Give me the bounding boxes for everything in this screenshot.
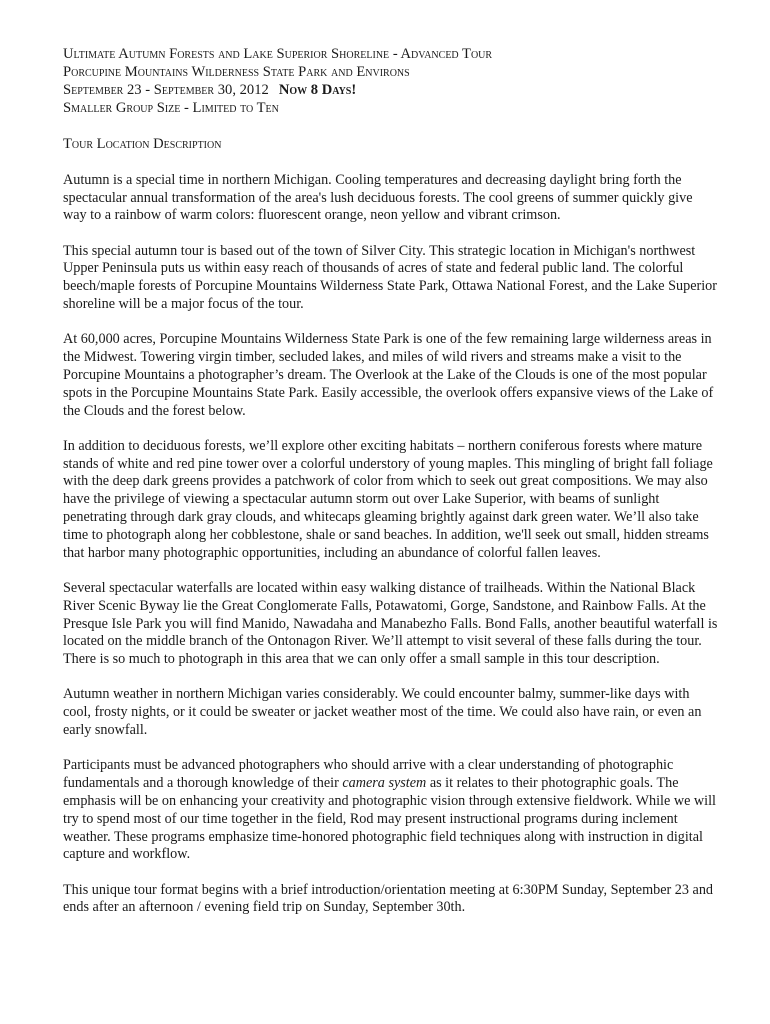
tour-header xyxy=(63,45,718,117)
paragraph-habitats: In addition to deciduous forests, we’ll explore other exciting habitats – northern coniferous forests where mature stands of white and red pine tower over a colorful understory of young maples. This mingling of bright fall foliage with the deep dark greens provides a patchwork of color from which to seek out great compositions. We may also have the privilege of viewing a spectacular autumn storm out over Lake Superior, with beams of sunlight penetrating through dark gray clouds, and whitecaps gleaming brightly against dark green water. We’ll also take time to photograph along her cobblestone, shale or sand beaches. In addition, we'll seek out small, hidden streams that harbor many photographic opportunities, including an abundance of colorful fallen leaves. xyxy=(63,437,713,561)
tour-duration-badge: Now 8 Days! xyxy=(278,82,357,98)
document-page xyxy=(63,45,718,917)
paragraph-silver-city: This special autumn tour is based out of the town of Silver City. This strategic location in Michigan's northwest Upper Peninsula puts us within easy reach of thousands of acres of state and federal public land. The colorful beech/maple forests of Porcupine Mountains Wilderness State Park, Ottawa National Forest, and the Lake Superior shoreline will be a major focus of the tour. xyxy=(63,242,717,313)
paragraph-porcupine-mountains: At 60,000 acres, Porcupine Mountains Wilderness State Park is one of the few remaining large wilderness areas in the Midwest. Towering virgin timber, secluded lakes, and miles of wild rivers and streams make a visit to the Porcupine Mountains a photographer’s dream. The Overlook at the Lake of the Clouds is one of the most popular spots in the Porcupine Mountains State Park. Easily accessible, the overlook offers expansive views of the Lake of the Clouds and the forest below. xyxy=(63,331,714,419)
paragraph-weather: Autumn weather in northern Michigan varies considerably. We could encounter balmy, summer-like days with cool, frosty nights, or it could be sweater or jacket weather most of the time. We could also have rain, or even an early snowfall. xyxy=(63,686,702,739)
section-title: Tour Location Description xyxy=(63,136,222,152)
paragraph-participants xyxy=(63,757,718,864)
participants-text-end: as it relates to their photographic goals. The emphasis will be on enhancing your creativity and photographic vision through extensive fieldwork. While we will try to spend most of our time together in the field, Rod may present instructional programs during inclement weather. These programs emphasize time-honored photographic field techniques along with instruction in digital capture and workflow. xyxy=(63,775,716,863)
tour-dates: September 23 - September 30, 2012 xyxy=(63,82,269,98)
tour-location: Porcupine Mountains Wilderness State Park and Environs xyxy=(63,64,410,80)
paragraph-schedule: This unique tour format begins with a brief introduction/orientation meeting at 6:30PM Sunday, September 23 and ends after an afternoon / evening field trip on Sunday, September 30th. xyxy=(63,881,714,916)
paragraph-autumn-intro: Autumn is a special time in northern Michigan. Cooling temperatures and decreasing daylight bring forth the spectacular annual transformation of the area's lush deciduous forests. The cool greens of summer quickly give way to a rainbow of warm colors: fluorescent orange, neon yellow and vibrant crimson. xyxy=(63,171,693,224)
tour-title: Ultimate Autumn Forests and Lake Superior Shoreline - Advanced Tour xyxy=(63,46,493,62)
tour-dates-line xyxy=(63,81,718,99)
camera-system-emphasis: camera system xyxy=(342,775,427,792)
tour-group-size: Smaller Group Size - Limited to Ten xyxy=(63,100,279,116)
participants-text-start: Participants must be advanced photographers who should arrive with a clear understanding of photographic fundamentals and a thorough knowledge of their xyxy=(63,757,674,792)
description-body xyxy=(63,172,718,917)
paragraph-waterfalls: Several spectacular waterfalls are located within easy walking distance of trailheads. Within the National Black River Scenic Byway lie the Great Conglomerate Falls, Potawatomi, Gorge, Sandstone, and Rainbow Falls. At the Presque Isle Park you will find Manido, Nawadaha and Manabezho Falls. Bond Falls, another beautiful waterfall is located on the middle branch of the Ontonagon River. We’ll attempt to visit several of these falls during the tour. There is so much to photograph in this area that we can only offer a small sample in this tour description. xyxy=(63,579,718,668)
